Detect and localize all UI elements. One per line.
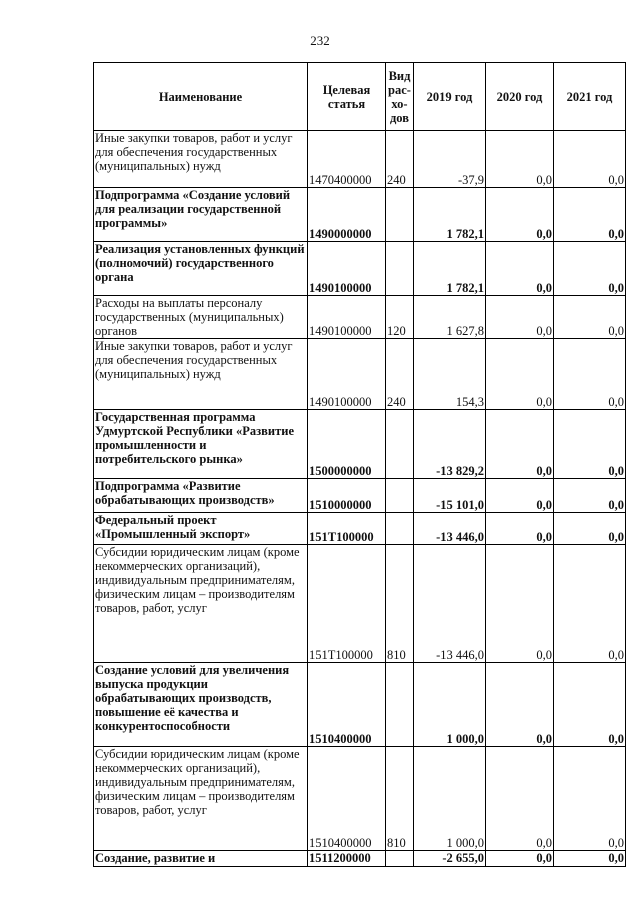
- cell-vid: [386, 513, 414, 545]
- cell-2020: 0,0: [486, 513, 554, 545]
- cell-name: Федеральный проект «Промышленный экспорт»: [94, 513, 308, 545]
- cell-2019: -37,9: [414, 131, 486, 188]
- table-header-row: [94, 63, 626, 131]
- cell-2019: 1 782,1: [414, 188, 486, 242]
- cell-2020: 0,0: [486, 242, 554, 296]
- cell-2021: 0,0: [554, 296, 626, 339]
- cell-code: 1490100000: [308, 339, 386, 410]
- cell-2020: 0,0: [486, 188, 554, 242]
- cell-code: 1490100000: [308, 242, 386, 296]
- header-name: Наименование: [94, 63, 308, 131]
- header-2020: 2020 год: [486, 63, 554, 131]
- cell-name: Подпрограмма «Создание условий для реализации государственной программы»: [94, 188, 308, 242]
- cell-code: 1490100000: [308, 296, 386, 339]
- cell-code: 1510000000: [308, 479, 386, 513]
- cell-2019: -13 446,0: [414, 513, 486, 545]
- cell-vid: 240: [386, 339, 414, 410]
- cell-2019: -13 829,2: [414, 410, 486, 479]
- cell-2020: 0,0: [486, 339, 554, 410]
- cell-vid: 810: [386, 545, 414, 663]
- table-row: [94, 410, 626, 479]
- budget-table: [93, 62, 626, 867]
- cell-name: Иные закупки товаров, работ и услуг для обеспечения государственных (муниципальных) нужд: [94, 339, 308, 410]
- cell-2019: 154,3: [414, 339, 486, 410]
- cell-vid: [386, 663, 414, 747]
- cell-2020: 0,0: [486, 663, 554, 747]
- cell-name: Государственная программа Удмуртской Республики «Развитие промышленности и потребительского рынка»: [94, 410, 308, 479]
- cell-2020: 0,0: [486, 131, 554, 188]
- cell-code: 1510400000: [308, 747, 386, 851]
- cell-2021: 0,0: [554, 131, 626, 188]
- cell-2021: 0,0: [554, 545, 626, 663]
- cell-name: Реализация установленных функций (полномочий) государственного органа: [94, 242, 308, 296]
- cell-vid: [386, 242, 414, 296]
- table-body: [94, 131, 626, 867]
- cell-2021: 0,0: [554, 747, 626, 851]
- cell-2020: 0,0: [486, 851, 554, 867]
- cell-2019: 1 000,0: [414, 747, 486, 851]
- cell-2021: 0,0: [554, 663, 626, 747]
- cell-name: Иные закупки товаров, работ и услуг для обеспечения государственных (муниципальных) нужд: [94, 131, 308, 188]
- cell-2021: 0,0: [554, 513, 626, 545]
- header-2019: 2019 год: [414, 63, 486, 131]
- cell-2021: 0,0: [554, 851, 626, 867]
- cell-code: 151T100000: [308, 513, 386, 545]
- table-row: [94, 513, 626, 545]
- cell-2021: 0,0: [554, 479, 626, 513]
- cell-2020: 0,0: [486, 747, 554, 851]
- cell-name: Расходы на выплаты персоналу государственных (муниципальных) органов: [94, 296, 308, 339]
- cell-code: 1511200000: [308, 851, 386, 867]
- cell-code: 1490000000: [308, 188, 386, 242]
- cell-vid: 240: [386, 131, 414, 188]
- cell-vid: [386, 479, 414, 513]
- cell-2021: 0,0: [554, 410, 626, 479]
- table-row: [94, 663, 626, 747]
- cell-2019: -2 655,0: [414, 851, 486, 867]
- cell-2019: 1 627,8: [414, 296, 486, 339]
- cell-2020: 0,0: [486, 296, 554, 339]
- cell-vid: [386, 851, 414, 867]
- table-row: [94, 242, 626, 296]
- header-code: Целевая статья: [308, 63, 386, 131]
- cell-code: 1500000000: [308, 410, 386, 479]
- cell-code: 151T100000: [308, 545, 386, 663]
- cell-name: Субсидии юридическим лицам (кроме некоммерческих организаций), индивидуальным предпринимателям, физическим лицам – производителям товаров, работ, услуг: [94, 747, 308, 851]
- cell-name: Создание, развитие и: [94, 851, 308, 867]
- table-row: [94, 131, 626, 188]
- cell-code: 1510400000: [308, 663, 386, 747]
- header-vid: Вид рас-хо-дов: [386, 63, 414, 131]
- cell-2019: -15 101,0: [414, 479, 486, 513]
- cell-2021: 0,0: [554, 339, 626, 410]
- cell-2020: 0,0: [486, 479, 554, 513]
- cell-vid: [386, 188, 414, 242]
- cell-name: Подпрограмма «Развитие обрабатывающих производств»: [94, 479, 308, 513]
- table-row: [94, 479, 626, 513]
- cell-2019: 1 782,1: [414, 242, 486, 296]
- table-row: [94, 747, 626, 851]
- table-row: [94, 339, 626, 410]
- cell-vid: 810: [386, 747, 414, 851]
- cell-vid: 120: [386, 296, 414, 339]
- cell-2019: -13 446,0: [414, 545, 486, 663]
- table-row: [94, 188, 626, 242]
- cell-code: 1470400000: [308, 131, 386, 188]
- cell-2021: 0,0: [554, 242, 626, 296]
- cell-2020: 0,0: [486, 410, 554, 479]
- page-number: 232: [310, 33, 330, 48]
- table-row: [94, 545, 626, 663]
- cell-name: Субсидии юридическим лицам (кроме некоммерческих организаций), индивидуальным предпринимателям, физическим лицам – производителям товаров, работ, услуг: [94, 545, 308, 663]
- table-row: [94, 296, 626, 339]
- cell-vid: [386, 410, 414, 479]
- cell-2019: 1 000,0: [414, 663, 486, 747]
- cell-name: Создание условий для увеличения выпуска продукции обрабатывающих производств, повышение её качества и конкурентоспособности: [94, 663, 308, 747]
- header-2021: 2021 год: [554, 63, 626, 131]
- table-row: [94, 851, 626, 867]
- cell-2020: 0,0: [486, 545, 554, 663]
- cell-2021: 0,0: [554, 188, 626, 242]
